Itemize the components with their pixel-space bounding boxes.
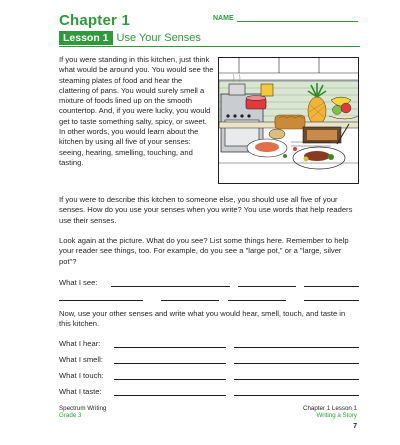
smell-prompt: What I smell: xyxy=(59,355,103,364)
kitchen-illustration xyxy=(218,57,359,184)
taste-answer-line-2[interactable] xyxy=(234,395,359,396)
touch-answer-line-2[interactable] xyxy=(234,379,359,380)
hear-row xyxy=(59,339,359,349)
smell-answer-line-2[interactable] xyxy=(234,363,359,364)
footer-chapter-lesson: Chapter 1 Lesson 1 xyxy=(302,405,357,412)
describe-paragraph: If you were to describe this kitchen to someone else, you should use all five of your senses. How do you use your senses when you write? You use words that help readers use their senses. xyxy=(59,195,353,225)
name-field[interactable] xyxy=(213,15,358,22)
see-row-2 xyxy=(59,292,359,302)
touch-prompt: What I touch: xyxy=(59,371,104,380)
intro-paragraph: If you were standing in this kitchen, just think what would be around you. You would see the steaming plates of food and hear the clattering of pans. You would surely smell a mixture of foods lined up on the smooth countertop. And, if you were lucky, you would get to taste something salty, spicy, or sweet. In other words, you would learn about the kitchen by using all five of your senses: seeing, hearing, smelling, touching, and tasting. xyxy=(59,55,214,167)
page-number: 7 xyxy=(353,423,357,430)
footer-book-title: Spectrum Writing xyxy=(59,405,107,412)
name-line[interactable] xyxy=(237,15,358,22)
touch-answer-line-1[interactable] xyxy=(114,379,226,380)
see-answer-line-7[interactable] xyxy=(304,300,359,301)
chapter-heading: Chapter 1 xyxy=(59,12,130,29)
footer-left xyxy=(59,405,106,420)
other-senses-paragraph: Now, use your other senses and write what you would hear, smell, touch, and taste in this kitchen. xyxy=(59,309,346,329)
see-row xyxy=(59,278,359,288)
lesson-rule xyxy=(59,46,360,47)
footer-section: Writing a Story xyxy=(316,412,357,420)
hear-prompt: What I hear: xyxy=(59,339,101,348)
see-answer-line-3[interactable] xyxy=(304,286,359,287)
lesson-heading xyxy=(59,31,201,45)
taste-row xyxy=(59,387,359,397)
see-prompt: What I see: xyxy=(59,278,98,287)
hear-answer-line-2[interactable] xyxy=(234,347,359,348)
taste-answer-line-1[interactable] xyxy=(114,395,226,396)
footer-grade: Grade 3 xyxy=(59,412,82,420)
name-label: NAME xyxy=(213,15,234,22)
hear-answer-line-1[interactable] xyxy=(114,347,226,348)
smell-answer-line-1[interactable] xyxy=(114,363,226,364)
lesson-title: Use Your Senses xyxy=(116,32,201,44)
lesson-badge: Lesson 1 xyxy=(59,31,113,45)
footer-right xyxy=(260,405,357,420)
see-answer-line-2[interactable] xyxy=(238,286,296,287)
see-answer-line-4[interactable] xyxy=(59,300,143,301)
kitchen-scene-icon xyxy=(219,58,359,184)
see-paragraph: Look again at the picture. What do you see? List some things here. Remember to help your reader see things, too. For example, do you see a "large pot," or a "large, silver pot"? xyxy=(59,236,349,266)
see-answer-line-1[interactable] xyxy=(111,286,230,287)
smell-row xyxy=(59,355,359,365)
taste-prompt: What I taste: xyxy=(59,387,102,396)
touch-row xyxy=(59,371,359,381)
see-answer-line-5[interactable] xyxy=(161,300,219,301)
see-answer-line-6[interactable] xyxy=(228,300,286,301)
